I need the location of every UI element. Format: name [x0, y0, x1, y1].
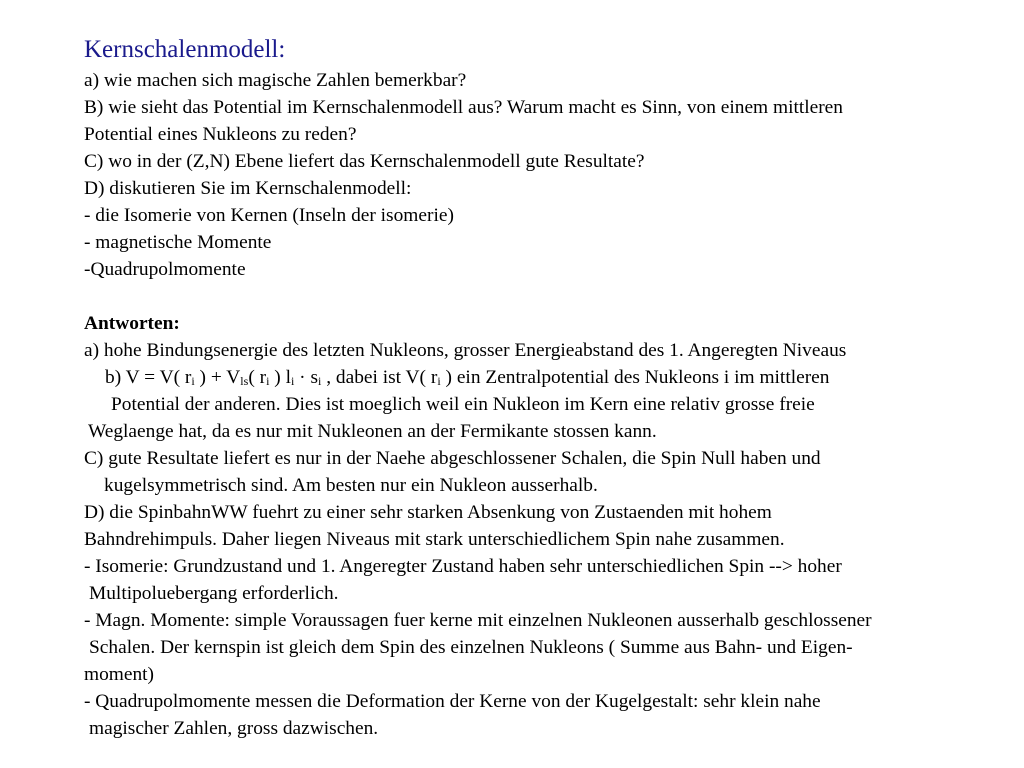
- answer-a: a) hohe Bindungsenergie des letzten Nukleons, grosser Energieabstand des 1. Angeregten Niveaus: [84, 340, 847, 361]
- answer-b-line3: Weglaenge hat, da es nur mit Nukleonen an der Fermikante stossen kann.: [88, 421, 657, 442]
- answer-isomerie-line2: Multipoluebergang erforderlich.: [89, 583, 339, 604]
- answer-quadrupole-line2: magischer Zahlen, gross dazwischen.: [89, 718, 379, 739]
- answer-c-line1: C) gute Resultate liefert es nur in der Naehe abgeschlossener Schalen, die Spin Null haben und: [84, 448, 821, 469]
- answer-magn-line1: - Magn. Momente: simple Voraussagen fuer kerne mit einzelnen Nukleonen ausserhalb geschlossener: [84, 610, 872, 631]
- answer-c-line2: kugelsymmetrisch sind. Am besten nur ein Nukleon ausserhalb.: [104, 475, 598, 496]
- answer-b-line2: Potential der anderen. Dies ist moeglich weil ein Nukleon im Kern eine relativ grosse freie: [111, 394, 815, 415]
- answer-b-formula: b) V = V( $r_i$ ) + $V_{ls}$( $r_i$ ) $l_i \cdot s_i$ , dabei ist V( $r_i$ ) ein Zentralpotential des Nukleons i im mittleren: [105, 367, 830, 388]
- question-d: D) diskutieren Sie im Kernschalenmodell:: [84, 178, 412, 199]
- slide-title: Kernschalenmodell:: [84, 36, 286, 63]
- question-c: C) wo in der (Z,N) Ebene liefert das Kernschalenmodell gute Resultate?: [84, 151, 645, 172]
- answers-heading: Antworten:: [84, 313, 180, 334]
- answer-magn-line2: Schalen. Der kernspin ist gleich dem Spin des einzelnen Nukleons ( Summe aus Bahn- und Eigen-: [89, 637, 853, 658]
- question-d-isomerie: - die Isomerie von Kernen (Inseln der isomerie): [84, 205, 454, 226]
- answer-magn-line3: moment): [84, 664, 155, 685]
- question-d-magnetic: - magnetische Momente: [84, 232, 272, 253]
- answer-d-line1: D) die SpinbahnWW fuehrt zu einer sehr starken Absenkung von Zustaenden mit hohem: [84, 502, 772, 523]
- question-b-line2: Potential eines Nukleons zu reden?: [84, 124, 357, 145]
- question-a: a) wie machen sich magische Zahlen bemerkbar?: [84, 70, 467, 91]
- answer-isomerie-line1: - Isomerie: Grundzustand und 1. Angeregter Zustand haben sehr unterschiedlichen Spin --> hoher: [84, 556, 842, 577]
- answer-d-line2: Bahndrehimpuls. Daher liegen Niveaus mit stark unterschiedlichem Spin nahe zusammen.: [84, 529, 785, 550]
- answer-quadrupole-line1: - Quadrupolmomente messen die Deformation der Kerne von der Kugelgestalt: sehr klein nahe: [84, 691, 821, 712]
- question-d-quadrupole: -Quadrupolmomente: [84, 259, 246, 280]
- question-b-line1: B) wie sieht das Potential im Kernschalenmodell aus? Warum macht es Sinn, von einem mittleren: [84, 97, 843, 118]
